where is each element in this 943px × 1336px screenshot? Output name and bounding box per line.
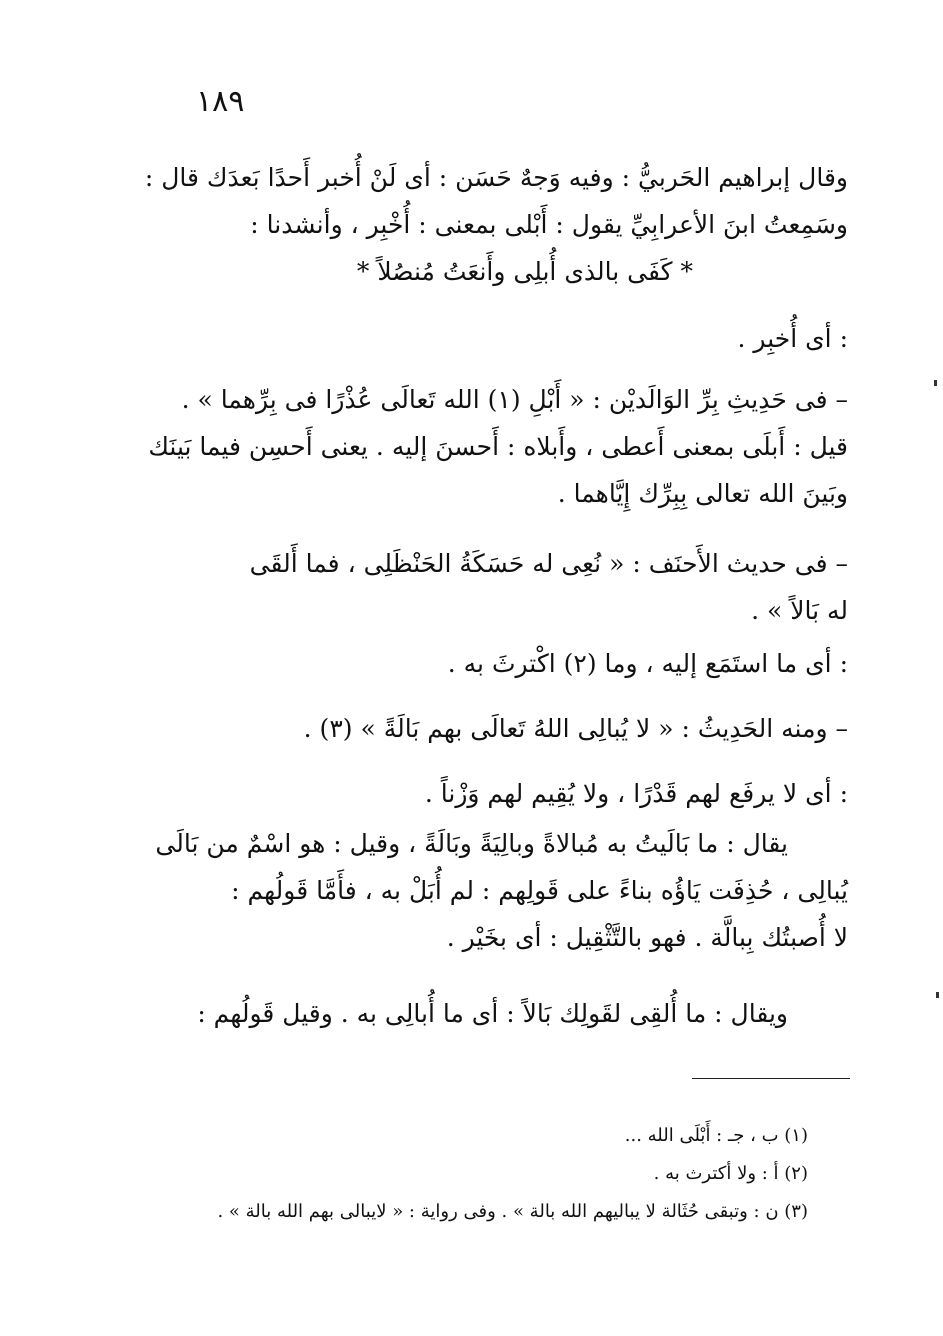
scan-mark (936, 992, 939, 998)
text-line: : أى أُخبِر . (737, 324, 848, 353)
verse-line (183, 248, 848, 295)
text-line: – ومنه الحَدِيثُ : « لا يُبالِى اللهُ تَعالَى بهم بَالَةً » (٣) . (303, 714, 848, 743)
paragraph-last (183, 990, 848, 1037)
text-line: يقال : ما بَالَيتُ به مُبالاةً وبالِيَةً وبَالَةً ، وقيل : هو اسْمٌ من بَالَى (155, 829, 788, 858)
page-number: ١٨٩ (196, 84, 245, 119)
text-line: – فى حديث الأَحنَف : « نُعِى له حَسَكَةُ الحَنْظَلِى ، فما أَلقَى (249, 549, 848, 578)
paragraph-harbi-quote (144, 154, 848, 248)
explanation-line (183, 315, 848, 362)
text-line: – فى حَدِيثِ بِرِّ الوَالَديْن : « أَبْلِ (١) الله تَعالَى عُذْرًا فى بِرِّهما » . (181, 385, 848, 414)
footnote-separator (692, 1078, 850, 1079)
text-line: وبَينَ الله تعالى بِبِرِّك إِيَّاهما . (557, 479, 848, 508)
text-line: قيل : أَبلَى بمعنى أَعطى ، وأَبلاه : أَحسنَ إليه . يعنى أَحسِن فيما بَينَك (148, 432, 848, 461)
text-line: يُبالِى ، حُذِفَت يَاؤُه بناءً على قَولِهم : لم أُبَلْ به ، فأَمَّا قَولُهم : (231, 876, 848, 905)
text-line: * كَفَى بالذى أُبلِى وأَنعَتُ مُنصُلاً * (356, 257, 693, 286)
explanation-line (183, 640, 848, 687)
text-line: : أى ما استَمَع إليه ، وما (٢) اكْترثَ به . (447, 649, 848, 678)
paragraph-ahnaf (183, 540, 848, 634)
text-line: ويقال : ما أُلقِى لقَولِك بَالاً : أى ما أُبالِى به . وقيل قَولُهم : (197, 999, 788, 1028)
footnote-1: (١) ب ، جـ : أَبْلَى الله ... (624, 1125, 808, 1146)
text-line: وقال إبراهيم الحَربيُّ : وفيه وَجهٌ حَسَن : أى لَنْ أُخبر أَحدًا بَعدَك قال : (144, 163, 848, 192)
paragraph-la-yubali (183, 705, 848, 752)
footnote-3: (٣) ن : وتبقى حُثَالة لا يباليهم الله بالة » . وفى رواية : « لايبالى بهم الله بالة » . (217, 1201, 808, 1222)
text-line: لا أُصبتُك بِبالَّة . فهو بالتَّثْقِيل : أى بخَيْر . (446, 923, 848, 952)
text-line: وسَمِعتُ ابنَ الأعرابِيِّ يقول : أَبْلى بمعنى : أُخْبِر ، وأنشدنا : (250, 210, 848, 239)
explanation-line (183, 770, 848, 817)
text-line: : أى لا يرفَع لهم قَدْرًا ، ولا يُقِيم لهم وَزْناً . (424, 779, 848, 808)
footnotes (178, 1117, 808, 1231)
footnote-2: (٢) أ : ولا أكترث به . (653, 1163, 808, 1184)
paragraph-birr-walidayn (148, 376, 848, 517)
paragraph-yuqal (155, 820, 848, 961)
text-line: له بَالاً » . (751, 596, 848, 625)
scan-mark (934, 380, 937, 386)
